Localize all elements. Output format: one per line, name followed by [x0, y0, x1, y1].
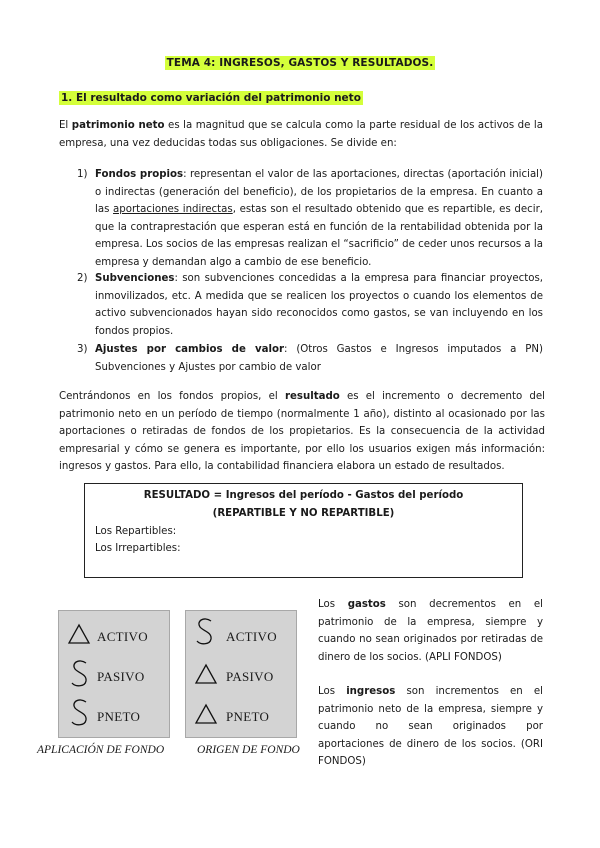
- gastos-pre: Los: [318, 599, 348, 610]
- list-item-fondos-propios: [95, 166, 543, 272]
- ingresos-post: son incrementos en el patrimonio neto de la empresa, siempre y cuando no sean originados por aportaciones de dinero de los socios. (ORI FONDOS): [318, 686, 543, 768]
- gastos-post: son decrementos en el patrimonio de la empresa, siempre y cuando no sean originados por retiradas de dinero de los socios. (APLI FONDOS): [318, 599, 543, 663]
- origen-fondo-caption: ORIGEN DE FONDO: [197, 744, 300, 756]
- list-item-2-bold: Subvenciones: [95, 273, 175, 284]
- aplicacion-fondo-caption: APLICACIÓN DE FONDO: [37, 744, 165, 756]
- para2-bold-term: resultado: [284, 391, 340, 402]
- panel-b-row-1-label: ACTIVO: [226, 629, 277, 644]
- formula-line: RESULTADO = Ingresos del período - Gastos del período: [143, 490, 464, 501]
- list-number-2: 2): [77, 273, 88, 284]
- list-number-1: 1): [77, 169, 88, 180]
- list-item-3-text: : (Otros Gastos e Ingresos imputados a PN) Subvenciones y Ajustes por cambio de valor: [95, 344, 543, 373]
- gastos-paragraph: [318, 596, 543, 666]
- irrepartibles-label: Los Irrepartibles:: [95, 543, 181, 554]
- panel-b-row-2-label: PASIVO: [226, 669, 274, 684]
- s-curve-icon: [194, 617, 216, 647]
- resultado-formula-box: [84, 483, 523, 578]
- aplicacion-fondo-panel: [58, 610, 170, 738]
- panel-a-row-1-label: ACTIVO: [97, 629, 148, 644]
- s-curve-icon: [69, 698, 91, 728]
- origen-fondo-panel: [185, 610, 297, 738]
- ingresos-paragraph: [318, 683, 543, 771]
- delta-icon: [67, 623, 91, 645]
- section-heading-text: 1. El resultado como variación del patrimonio neto: [61, 92, 361, 104]
- para2-pre: Centrándonos en los fondos propios, el: [59, 391, 285, 402]
- page-title: [0, 57, 600, 69]
- section-heading: [59, 92, 363, 104]
- repartibles-label: Los Repartibles:: [95, 526, 177, 537]
- list-item-ajustes: [95, 341, 543, 376]
- list-item-1-bold: Fondos propios: [95, 169, 184, 180]
- list-item-1-underline: aportaciones indirectas: [113, 204, 233, 216]
- gastos-bold-term: gastos: [347, 599, 386, 610]
- list-item-1-text-a: : representan el valor de las aportaciones, directas (aportación inicial) o indirectas (generación del beneficio), de los propietarios de la empresa. En cuanto a las: [95, 169, 543, 216]
- list-item-subvenciones: [95, 270, 543, 340]
- panel-a-row-2-label: PASIVO: [97, 669, 145, 684]
- resultado-paragraph: [59, 388, 545, 476]
- page-title-text: TEMA 4: INGRESOS, GASTOS Y RESULTADOS.: [166, 57, 434, 69]
- list-item-3-bold: Ajustes por cambios de valor: [95, 344, 285, 355]
- formula-subtitle: (REPARTIBLE Y NO REPARTIBLE): [212, 508, 395, 519]
- list-item-1-text-b: , estas son el resultado obtenido que es repartible, es decir, que la contraprestación que esperan está en función de la rentabilidad obtenida por la empresa. Los socios de las empresas realizan el “sacrificio” de ceder unos recursos a la empresa y demandan algo a cambio de ese beneficio.: [95, 204, 543, 268]
- list-item-2-text: : son subvenciones concedidas a la empresa para financiar proyectos, inmovilizados, etc. A medida que se realicen los proyectos o cuando los elementos de activo subvencionados hayan sido reconocidos como gastos, se van incluyendo en los fondos propios.: [95, 273, 543, 337]
- panel-b-row-3-label: PNETO: [226, 709, 270, 724]
- para2-post: es el incremento o decremento del patrimonio neto en un período de tiempo (normalmente 1 año), distinto al ocasionado por las aportaciones o retiradas de fondos de los propietarios. Es la consecuencia de la actividad empresarial y cómo se genera es importante, por ello los usuarios exigen más información: ingresos y gastos. Para ello, la contabilidad financiera elabora un estado de resultados.: [59, 391, 545, 473]
- list-number-3: 3): [77, 344, 88, 355]
- delta-icon: [194, 703, 218, 725]
- ingresos-bold-term: ingresos: [346, 686, 396, 697]
- intro-bold-term: patrimonio neto: [71, 120, 165, 131]
- ingresos-pre: Los: [318, 686, 347, 697]
- intro-paragraph: [59, 117, 543, 152]
- panel-a-row-3-label: PNETO: [97, 709, 141, 724]
- delta-icon: [194, 663, 218, 685]
- s-curve-icon: [69, 659, 91, 689]
- intro-post: es la magnitud que se calcula como la parte residual de los activos de la empresa, una vez deducidas todas sus obligaciones. Se divide en:: [59, 120, 543, 149]
- intro-pre: El: [59, 120, 72, 131]
